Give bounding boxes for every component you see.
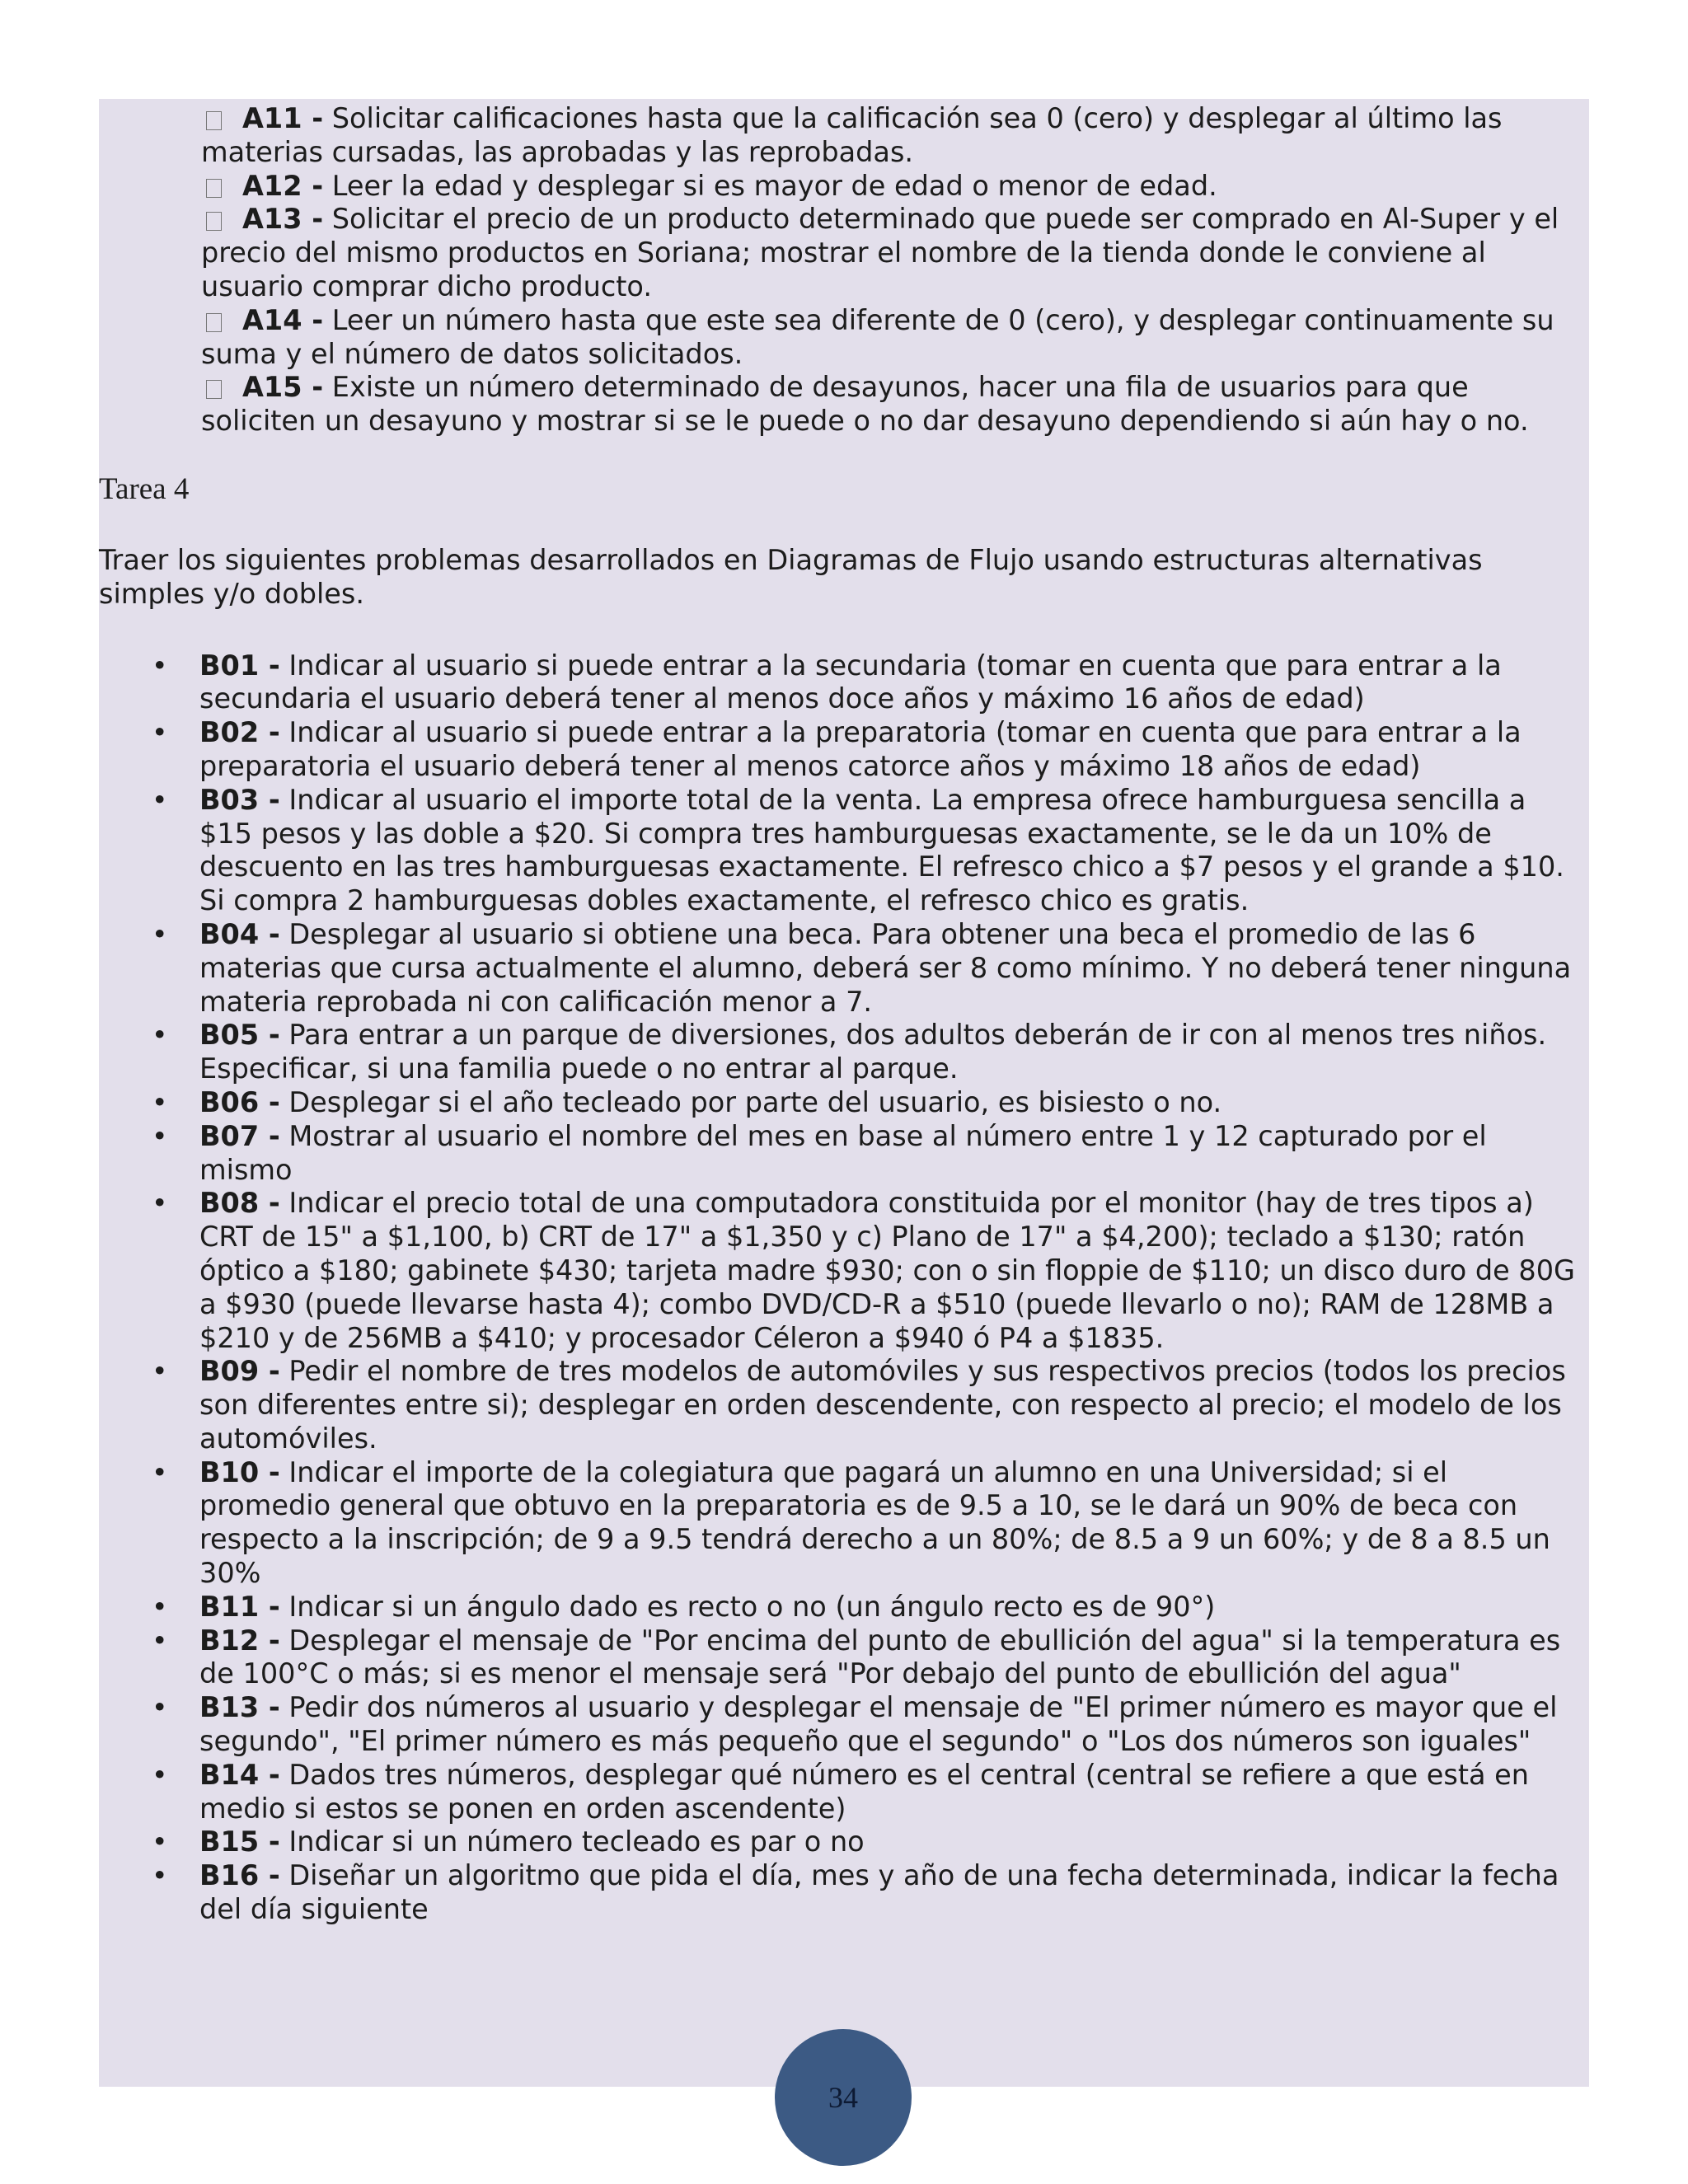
b-item-list xyxy=(99,649,1582,1927)
b-item-code: B10 - xyxy=(199,1455,280,1488)
list-item xyxy=(99,1591,1582,1624)
checkbox-glyph-icon xyxy=(203,206,232,232)
list-item xyxy=(99,1759,1582,1826)
a-item xyxy=(99,304,1582,372)
bullet-icon: • xyxy=(152,649,168,682)
b-item-code: B11 - xyxy=(199,1590,280,1623)
page-number: 34 xyxy=(828,2081,858,2114)
list-item xyxy=(99,1825,1582,1859)
b-item-text: Desplegar al usuario si obtiene una beca. Para obtener una beca el promedio de las 6 materias que cursa actualmente el alumno, deberá ser 8 como mínimo. Y no deberá tener ninguna materia reprobada ni con calificación menor a 7. xyxy=(199,917,1572,1018)
bullet-icon: • xyxy=(152,1355,168,1388)
bullet-icon: • xyxy=(152,1624,168,1657)
a-item-text: Solicitar calificaciones hasta que la calificación sea 0 (cero) y desplegar al último las materias cursadas, las aprobadas y las reprobadas. xyxy=(201,102,1503,168)
b-item-text: Indicar si un número tecleado es par o no xyxy=(288,1825,865,1858)
b-item-text: Indicar al usuario si puede entrar a la secundaria (tomar en cuenta que para entrar a la secundaria el usuario deberá tener al menos doce años y máximo 16 años de edad) xyxy=(199,649,1502,715)
list-item xyxy=(99,1187,1582,1355)
b-item-text: Indicar si un ángulo dado es recto o no (un ángulo recto es de 90°) xyxy=(288,1590,1216,1623)
bullet-icon: • xyxy=(152,1590,168,1623)
list-item xyxy=(99,649,1582,717)
b-item-text: Indicar al usuario el importe total de la venta. La empresa ofrece hamburguesa sencilla a $15 pesos y las doble a $20. Si compra tres hamburguesas exactamente, se le da un 10% de descuento en las tres hamburguesas exactamente. El refresco chico a $7 pesos y el grande a $10. Si compra 2 hamburguesas dobles exactamente, el refresco chico es gratis. xyxy=(199,783,1564,917)
list-item xyxy=(99,1859,1582,1927)
page-content xyxy=(99,102,1582,1927)
b-item-code: B02 - xyxy=(199,716,280,749)
intro-paragraph: Traer los siguientes problemas desarrollados en Diagramas de Flujo usando estructuras alternativas simples y/o dobles. xyxy=(99,543,1483,610)
bullet-icon: • xyxy=(152,1119,168,1152)
checkbox-glyph-icon xyxy=(203,374,232,401)
bullet-icon: • xyxy=(152,1455,168,1488)
bullet-icon: • xyxy=(152,716,168,749)
b-item-code: B08 - xyxy=(199,1187,280,1220)
b-item-text: Indicar el importe de la colegiatura que pagará un alumno en una Universidad; si el promedio general que obtuvo en la preparatoria es de 9.5 a 10, se le dará un 90% de beca con respecto a la inscripción; de 9 a 9.5 tendrá derecho a un 80%; de 8.5 a 9 un 60%; y de 8 a 8.5 un 30% xyxy=(199,1455,1550,1590)
b-item-text: Desplegar si el año tecleado por parte del usuario, es bisiesto o no. xyxy=(288,1085,1222,1118)
b-item-text: Indicar el precio total de una computadora constituida por el monitor (hay de tres tipos a) CRT de 15" a $1,100, b) CRT de 17" a $1,350 y c) Plano de 17" a $4,200); teclado a $130; ratón óptico a $180; gabinete $430; tarjeta madre $930; con o sin floppie de $110; un disco duro de 80G a $930 (puede llevarse hasta 4); combo DVD/CD-R a $510 (puede llevarlo o no); RAM de 128MB a $210 y de 256MB a $410; y procesador Céleron a $940 ó P4 a $1835. xyxy=(199,1187,1575,1354)
b-item-code: B13 - xyxy=(199,1691,280,1724)
list-item xyxy=(99,716,1582,784)
bullet-icon: • xyxy=(152,783,168,816)
a-item-text: Leer un número hasta que este sea diferente de 0 (cero), y desplegar continuamente su suma y el número de datos solicitados. xyxy=(201,303,1554,370)
a-item-code: A12 - xyxy=(242,169,324,202)
section-heading: Tarea 4 xyxy=(99,471,190,506)
page-number-badge xyxy=(775,2029,912,2166)
list-item xyxy=(99,1019,1582,1086)
b-item-code: B06 - xyxy=(199,1085,280,1118)
list-item xyxy=(99,1456,1582,1591)
a-item xyxy=(99,170,1582,204)
list-item xyxy=(99,1691,1582,1759)
bullet-icon: • xyxy=(152,1691,168,1724)
a-item xyxy=(99,203,1582,303)
b-item-code: B16 - xyxy=(199,1859,280,1892)
list-item xyxy=(99,784,1582,918)
b-item-code: B03 - xyxy=(199,783,280,816)
checkbox-glyph-icon xyxy=(203,307,232,334)
a-item-text: Leer la edad y desplegar si es mayor de edad o menor de edad. xyxy=(331,169,1217,202)
a-item-text: Solicitar el precio de un producto determinado que puede ser comprado en Al-Super y el precio del mismo productos en Soriana; mostrar el nombre de la tienda donde le conviene al usuario comprar dicho producto. xyxy=(201,203,1559,302)
a-item-code: A14 - xyxy=(242,303,324,336)
b-item-text: Para entrar a un parque de diversiones, dos adultos deberán de ir con al menos tres niños. Especificar, si una familia puede o no entrar al parque. xyxy=(199,1019,1547,1085)
bullet-icon: • xyxy=(152,917,168,950)
checkbox-glyph-icon xyxy=(203,173,232,199)
bullet-icon: • xyxy=(152,1825,168,1858)
list-item xyxy=(99,1355,1582,1455)
a-item-text: Existe un número determinado de desayunos, hacer una fila de usuarios para que soliciten un desayuno y mostrar si se le puede o no dar desayuno dependiendo si aún hay o no. xyxy=(201,371,1529,438)
b-item-code: B07 - xyxy=(199,1119,280,1152)
list-item xyxy=(99,918,1582,1019)
b-item-text: Mostrar al usuario el nombre del mes en base al número entre 1 y 12 capturado por el mismo xyxy=(199,1119,1487,1186)
b-item-code: B09 - xyxy=(199,1355,280,1388)
b-item-text: Pedir el nombre de tres modelos de automóviles y sus respectivos precios (todos los precios son diferentes entre si); desplegar en orden descendente, con respecto al precio; el modelo de los automóviles. xyxy=(199,1355,1566,1455)
b-item-text: Indicar al usuario si puede entrar a la preparatoria (tomar en cuenta que para entrar a la preparatoria el usuario deberá tener al menos catorce años y máximo 18 años de edad) xyxy=(199,716,1522,782)
a-item xyxy=(99,102,1582,170)
a-item xyxy=(99,371,1582,438)
b-item-code: B15 - xyxy=(199,1825,280,1858)
b-item-code: B01 - xyxy=(199,649,280,682)
bullet-icon: • xyxy=(152,1187,168,1220)
b-item-code: B04 - xyxy=(199,917,280,950)
a-item-code: A13 - xyxy=(242,203,324,236)
b-item-text: Diseñar un algoritmo que pida el día, mes y año de una fecha determinada, indicar la fecha del día siguiente xyxy=(199,1859,1559,1926)
a-item-code: A11 - xyxy=(242,102,324,134)
bullet-icon: • xyxy=(152,1085,168,1118)
a-item-code: A15 - xyxy=(242,371,324,404)
b-item-text: Dados tres números, desplegar qué número es el central (central se refiere a que está en medio si estos se ponen en orden ascendente) xyxy=(199,1758,1529,1825)
b-item-code: B05 - xyxy=(199,1019,280,1052)
b-item-text: Pedir dos números al usuario y desplegar el mensaje de "El primer número es mayor que el segundo", "El primer número es más pequeño que el segundo" o "Los dos números son iguales" xyxy=(199,1691,1558,1758)
b-item-text: Desplegar el mensaje de "Por encima del punto de ebullición del agua" si la temperatura es de 100°C o más; si es menor el mensaje será "Por debajo del punto de ebullición del agua" xyxy=(199,1624,1561,1690)
b-item-code: B12 - xyxy=(199,1624,280,1657)
bullet-icon: • xyxy=(152,1859,168,1892)
bullet-icon: • xyxy=(152,1019,168,1052)
b-item-code: B14 - xyxy=(199,1758,280,1791)
list-item xyxy=(99,1120,1582,1188)
list-item xyxy=(99,1086,1582,1120)
list-item xyxy=(99,1624,1582,1692)
bullet-icon: • xyxy=(152,1758,168,1791)
checkbox-glyph-icon xyxy=(203,105,232,132)
a-item-list xyxy=(99,102,1582,438)
